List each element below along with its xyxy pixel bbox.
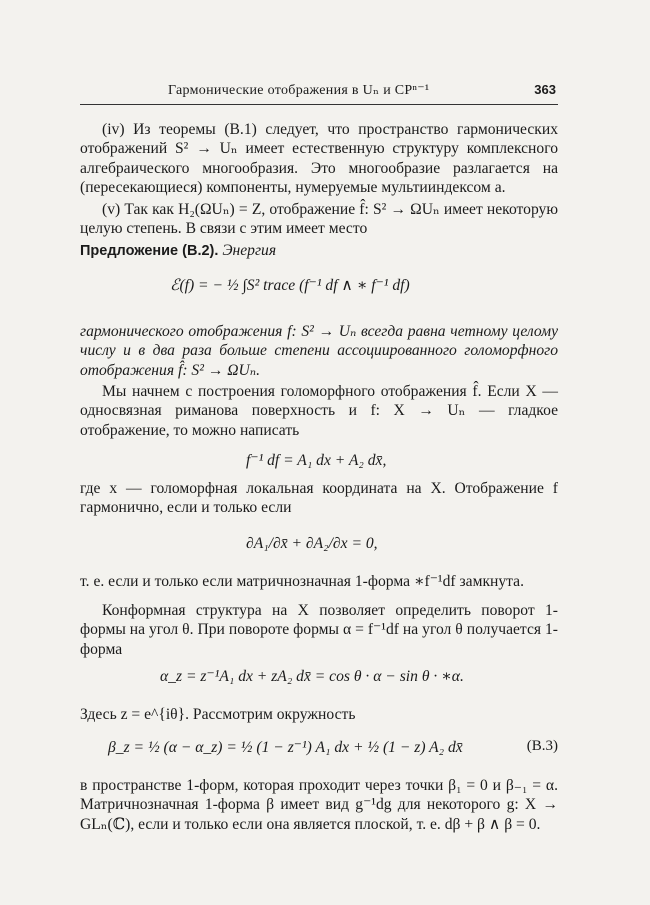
paragraph-v: [80, 200, 558, 239]
formula-2: ∂A₁/∂x̄ + ∂A₂/∂x = 0,: [246, 535, 378, 552]
paragraph-v-text: (v) Так как H₂(ΩUₙ) = Z, отображение f̂: S² → ΩUₙ имеет некоторую целую степень. В связи с этим имеет место: [80, 201, 558, 238]
paragraph-closed-text: т. е. если и только если матричнозначная 1-форма ∗f⁻¹df замкнута.: [80, 573, 524, 590]
paragraph-iv-text: (iv) Из теоремы (B.1) следует, что пространство гармонических отображений S² → Uₙ имеет естественную структуру комплексного алгебраического многообразия. Это многообразие разлагается на (пересекающиеся) компоненты, нумеруемые мультииндексом a.: [80, 121, 558, 197]
paragraph-closed: [80, 572, 558, 591]
equation-tag: (B.3): [526, 738, 558, 754]
running-title: Гармонические отображения в Uₙ и CPⁿ⁻¹: [168, 83, 430, 98]
proposition-statement-text: гармонического отображения f: S² → Uₙ всегда равна четному целому числу и в два раза больше степени ассоциированного голоморфного отображения f̂: S² → ΩUₙ.: [80, 323, 558, 379]
proposition-statement: [80, 322, 558, 380]
formula-1: f⁻¹ df = A₁ dx + A₂ dx̄,: [246, 452, 387, 469]
paragraph-here-text: Здесь z = e^{iθ}. Рассмотрим окружность: [80, 706, 356, 723]
proposition-label: Предложение (B.2).: [80, 243, 219, 259]
formula-energy: ℰ(f) = − ½ ∫S² trace (f⁻¹ df ∧ ∗ f⁻¹ df): [170, 277, 410, 294]
paragraph-conformal-text: Конформная структура на X позволяет определить поворот 1-формы на угол θ. При повороте формы α = f⁻¹df на угол θ получается 1-форма: [80, 602, 558, 658]
formula-4: β_z = ½ (α − α_z) = ½ (1 − z⁻¹) A₁ dx + ½ (1 − z) A₂ dx̄: [108, 739, 463, 756]
running-header: [80, 80, 558, 105]
page-number: 363: [534, 82, 556, 97]
paragraph-iv: [80, 120, 558, 198]
paragraph-end-text: в пространстве 1-форм, которая проходит через точки β₁ = 0 и β₋₁ = α. Матричнозначная 1-форма β имеет вид g⁻¹dg для некоторого g: X → GLₙ(ℂ), если и только если она является плоской, т. е. dβ + β ∧ β = 0.: [80, 777, 558, 833]
paragraph-here: [80, 705, 558, 724]
paragraph-start-text: Мы начнем с построения голоморфного отображения f̂. Если X — односвязная риманова поверхность и f: X → Uₙ — гладкое отображение, то можно написать: [80, 383, 558, 439]
paragraph-end: [80, 776, 558, 834]
paragraph-start: [80, 382, 558, 440]
paragraph-local: [80, 479, 558, 518]
paragraph-local-text: где x — голоморфная локальная координата на X. Отображение f гармонично, если и только если: [80, 480, 558, 517]
paragraph-conformal: [80, 601, 558, 659]
formula-3: α_z = z⁻¹A₁ dx + zA₂ dx̄ = cos θ · α − sin θ · ∗α.: [160, 668, 464, 685]
proposition-heading: [80, 241, 558, 261]
proposition-intro: Энергия: [222, 242, 277, 259]
